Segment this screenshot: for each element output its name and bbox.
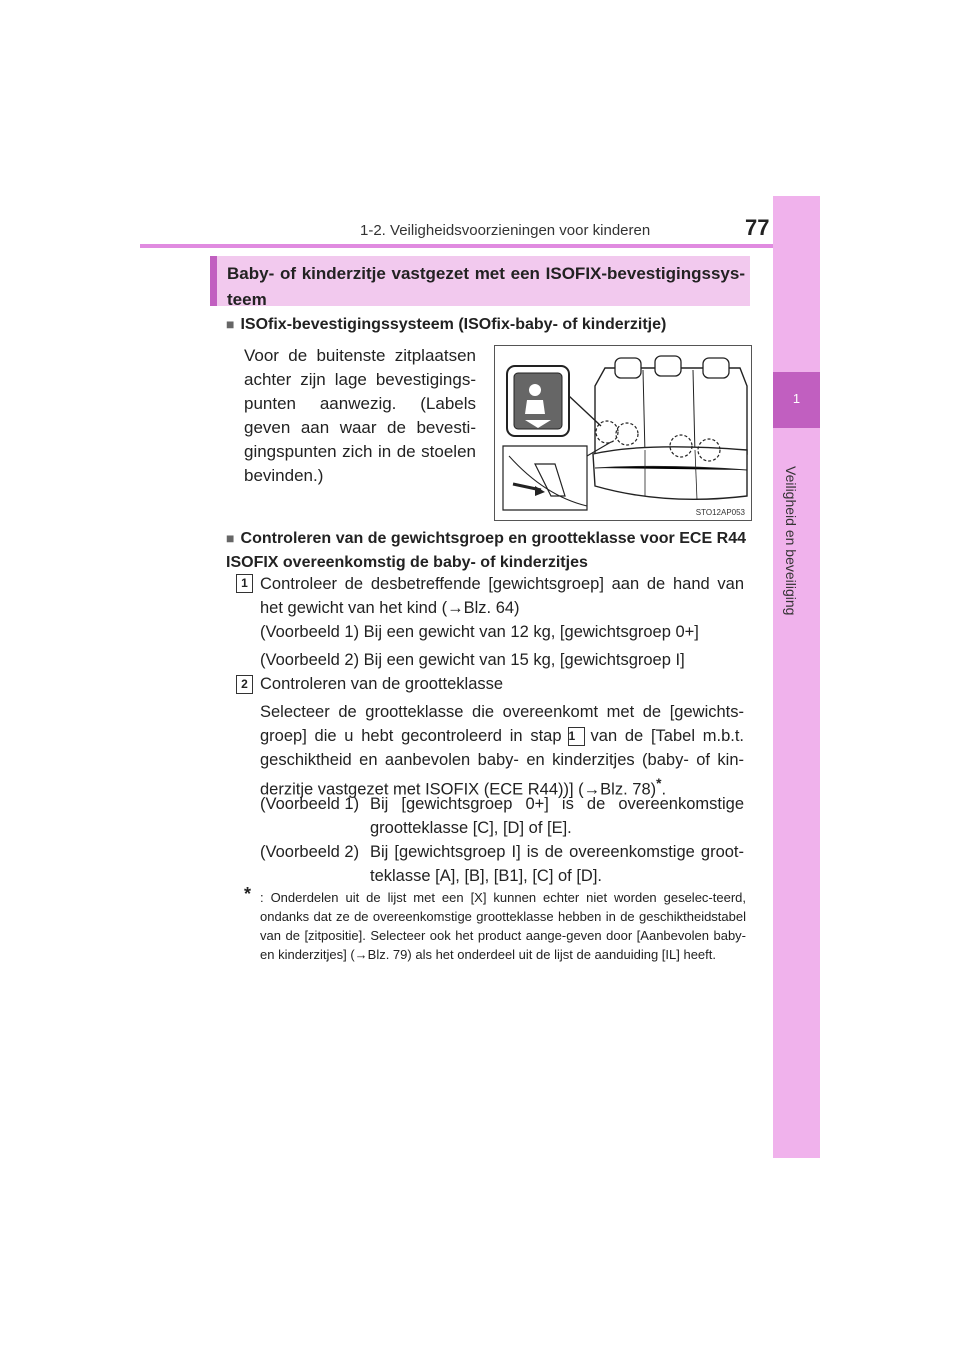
step-1-badge: 1 [236,574,253,593]
step-1-example-1: (Voorbeeld 1) Bij een gewicht van 12 kg, [gewichtsgroep 0+] [260,623,699,641]
subsection-isofix-title: ISOfix-bevestigingssysteem (ISOfix-baby- of kinderzitje) [240,316,667,333]
isofix-intro-text: Voor de buitenste zitplaatsen achter zijn lage bevestigings-punten aanwezig. (Labels geven aan waar de bevesti-gingspunten zich in de stoelen bevinden.) [244,346,476,485]
chapter-number: 1 [792,391,801,406]
side-tab [773,196,820,1158]
step-ref-badge: 1 [568,727,585,746]
step-1-example-2: (Voorbeeld 2) Bij een gewicht van 15 kg, [gewichtsgroep I] [260,651,685,669]
page-number: 77 [745,215,770,240]
header-title: 1-2. Veiligheidsvoorzieningen voor kinderen [360,222,651,239]
subsection-check-heading [226,526,746,575]
rear-seat-illustration [495,346,751,520]
chapter-tab [773,372,820,428]
step-2-text-end: . [661,780,667,799]
step-2-text-before: Selecteer de grootteklasse die overeenkomt met de [gewichts-groep] die u hebt gecontroleerd in stap [260,703,744,745]
step-1-text: Controleer de desbetreffende [gewichtsgroep] aan de hand van het gewicht van het kind (→Blz. 64) [260,575,744,617]
square-bullet-icon: ■ [226,316,235,332]
footnote-text: : Onderdelen uit de lijst met een [X] kunnen echter niet worden geselec-teerd, ondanks dat ze de overeenkomstige grootteklasse hebben in de geschiktheidstabel van de [zitpositie]. Selecteer ook het product aange-geven door [Aanbevolen baby- en kinderzitjes] (→Blz. 79) als het onderdeel uit de lijst de aanduiding [IL] heeft. [260,890,746,962]
subsection-isofix-heading [226,316,666,334]
footnote-marker: * [244,884,252,904]
figure-code: STO12AP053 [695,508,745,517]
subsection-check-title: Controleren van de gewichtsgroep en grootteklasse voor ECE R44 ISOFIX overeenkomstig de baby- of kinderzitjes [226,530,746,571]
step-2-text [260,700,744,802]
section-title-box [210,256,750,309]
step-2-badge: 2 [236,675,253,694]
section-title: Baby- of kinderzitje vastgezet met een ISOFIX-bevestigingssys-teem [227,264,745,309]
step-2-example-1-text: Bij [gewichtsgroep 0+] is de overeenkomstige grootteklasse [C], [D] of [E]. [370,795,744,837]
step-2-text-after: van de [Tabel m.b.t. geschiktheid en aanbevolen baby- en kinderzitjes (baby- of kin-derzitje vastgezet met ISOFIX (ECE R44))] (→Blz. 78) [260,727,745,799]
square-bullet-icon: ■ [226,530,235,546]
step-2-example-2-text: Bij [gewichtsgroep I] is de overeenkomstige groot-teklasse [A], [B], [B1], [C] of [D]. [370,843,744,885]
chapter-label: Veiligheid en beveiliging [783,466,799,616]
rear-seat-figure [494,345,752,521]
header-rule [140,244,820,248]
step-2-title: Controleren van de grootteklasse [260,675,504,693]
asterisk-marker: * [656,776,662,791]
step-2-example-1-label: (Voorbeeld 1) [260,795,360,813]
step-2-example-2-label: (Voorbeeld 2) [260,843,360,861]
